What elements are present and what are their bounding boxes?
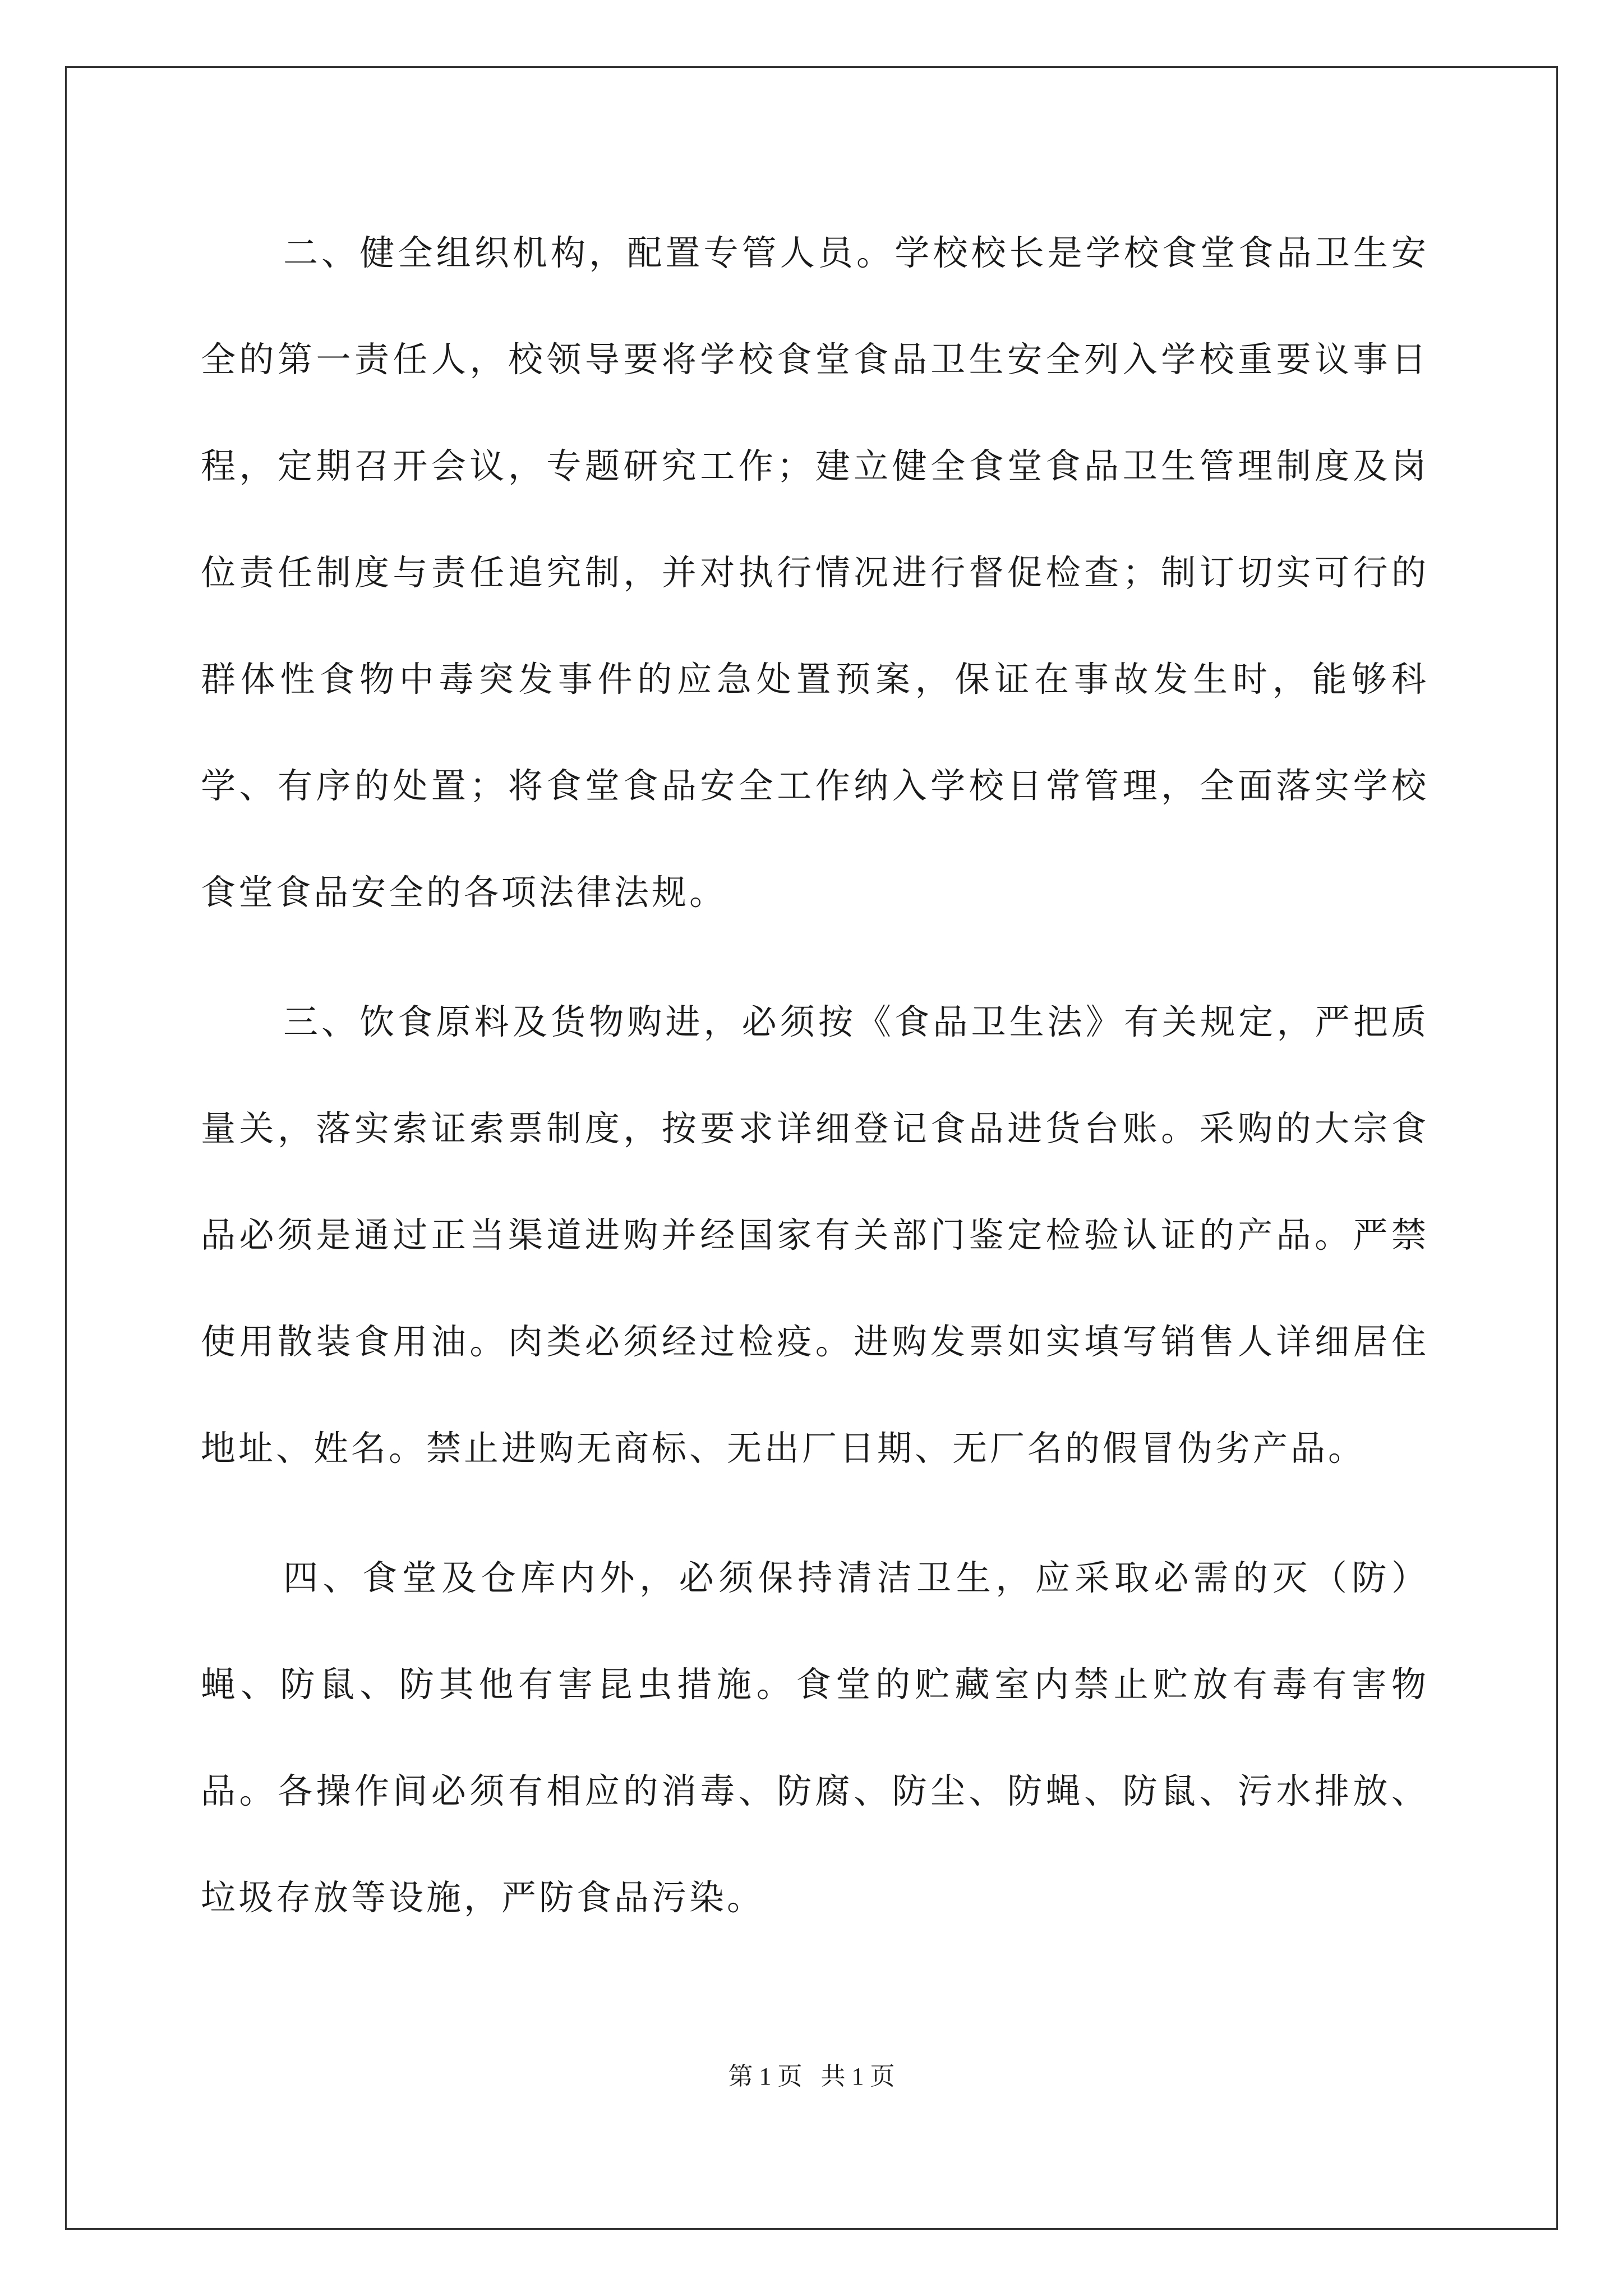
document-body [201, 200, 1429, 1974]
paragraph-4: 四、食堂及仓库内外，必须保持清洁卫生，应采取必需的灭（防）蝇、防鼠、防其他有害昆虫措施。食堂的贮藏室内禁止贮放有毒有害物品。各操作间必须有相应的消毒、防腐、防尘、防蝇、防鼠、污水排放、垃圾存放等设施，严防食品污染。 [201, 1557, 1429, 1918]
paragraph-3: 三、饮食原料及货物购进，必须按《食品卫生法》有关规定，严把质量关，落实索证索票制度，按要求详细登记食品进货台账。采购的大宗食品必须是通过正当渠道进购并经国家有关部门鉴定检验认证的产品。严禁使用散装食用油。肉类必须经过检疫。进购发票如实填写销售人详细居住地址、姓名。禁止进购无商标、无出厂日期、无厂名的假冒伪劣产品。 [201, 1001, 1429, 1469]
paragraph-2: 二、健全组织机构，配置专管人员。学校校长是学校食堂食品卫生安全的第一责任人，校领导要将学校食堂食品卫生安全列入学校重要议事日程，定期召开会议，专题研究工作；建立健全食堂食品卫生管理制度及岗位责任制度与责任追究制，并对执行情况进行督促检查；制订切实可行的群体性食物中毒突发事件的应急处置预案，保证在事故发生时，能够科学、有序的处置；将食堂食品安全工作纳入学校日常管理，全面落实学校食堂食品安全的各项法律法规。 [201, 232, 1429, 913]
page-footer: 第 1 页 共 1 页 [728, 2063, 895, 2090]
